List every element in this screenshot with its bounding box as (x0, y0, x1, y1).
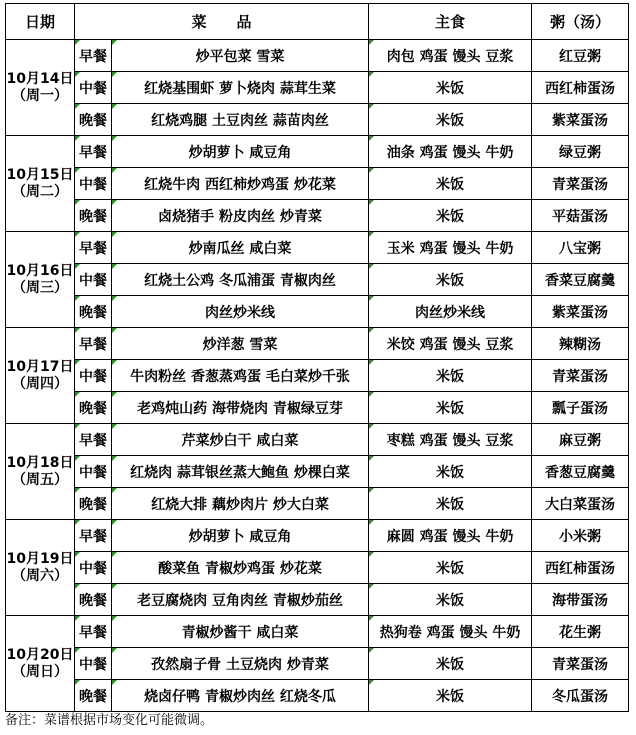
weekday-label: （周一） (12, 87, 68, 104)
soup-cell: 西红柿蛋汤 (532, 552, 629, 584)
soup-cell: 紫菜蛋汤 (532, 104, 629, 136)
meal-type-cell: 晚餐 (75, 200, 112, 232)
table-row (6, 424, 629, 456)
dishes-cell: 青椒炒酱干 咸白菜 (112, 616, 369, 648)
date-label: 10月18日 (6, 454, 74, 471)
meal-type-cell: 晚餐 (75, 392, 112, 424)
weekday-label: （周二） (12, 183, 68, 200)
soup-cell: 花生粥 (532, 616, 629, 648)
soup-cell: 小米粥 (532, 520, 629, 552)
soup-cell: 青菜蛋汤 (532, 360, 629, 392)
soup-cell: 绿豆粥 (532, 136, 629, 168)
table-row (6, 328, 629, 360)
table-row (6, 552, 629, 584)
meal-type-cell: 早餐 (75, 328, 112, 360)
meal-type-cell: 中餐 (75, 264, 112, 296)
weekday-label: （周日） (12, 663, 68, 680)
staple-cell: 米饭 (369, 104, 532, 136)
dishes-cell: 肉丝炒米线 (112, 296, 369, 328)
meal-type-cell: 晚餐 (75, 104, 112, 136)
soup-cell: 平菇蛋汤 (532, 200, 629, 232)
staple-cell: 米饭 (369, 392, 532, 424)
table-row (6, 296, 629, 328)
date-label: 10月14日 (6, 70, 74, 87)
table-row (6, 136, 629, 168)
header-row (6, 4, 629, 40)
staple-cell: 米饭 (369, 552, 532, 584)
header-dishes: 菜 品 (75, 4, 369, 40)
table-row (6, 168, 629, 200)
dishes-cell: 老鸡炖山药 海带烧肉 青椒绿豆芽 (112, 392, 369, 424)
dishes-cell: 红烧肉 蒜茸银丝蒸大鲍鱼 炒棵白菜 (112, 456, 369, 488)
soup-cell: 红豆粥 (532, 40, 629, 72)
header-soup: 粥（汤） (532, 4, 629, 40)
dishes-cell: 炒胡萝卜 咸豆角 (112, 136, 369, 168)
soup-cell: 辣糊汤 (532, 328, 629, 360)
meal-type-cell: 早餐 (75, 520, 112, 552)
date-label: 10月19日 (6, 550, 74, 567)
date-cell (6, 616, 75, 712)
date-label: 10月16日 (6, 262, 74, 279)
dishes-cell: 牛肉粉丝 香葱蒸鸡蛋 毛白菜炒千张 (112, 360, 369, 392)
dishes-cell: 炒南瓜丝 咸白菜 (112, 232, 369, 264)
staple-cell: 米饭 (369, 488, 532, 520)
footnote: 备注：菜谱根据市场变化可能微调。 (5, 713, 214, 728)
weekly-menu-table (5, 3, 629, 712)
meal-type-cell: 中餐 (75, 168, 112, 200)
soup-cell: 香菜豆腐羹 (532, 264, 629, 296)
dishes-cell: 烧卤仔鸭 青椒炒肉丝 红烧冬瓜 (112, 680, 369, 712)
meal-type-cell: 中餐 (75, 360, 112, 392)
table-row (6, 392, 629, 424)
staple-cell: 肉包 鸡蛋 馒头 豆浆 (369, 40, 532, 72)
soup-cell: 青菜蛋汤 (532, 168, 629, 200)
staple-cell: 油条 鸡蛋 馒头 牛奶 (369, 136, 532, 168)
soup-cell: 香葱豆腐羹 (532, 456, 629, 488)
table-row (6, 680, 629, 712)
soup-cell: 青菜蛋汤 (532, 648, 629, 680)
table-row (6, 200, 629, 232)
meal-type-cell: 晚餐 (75, 488, 112, 520)
date-cell (6, 136, 75, 232)
dishes-cell: 红烧鸡腿 土豆肉丝 蒜苗肉丝 (112, 104, 369, 136)
dishes-cell: 炒平包菜 雪菜 (112, 40, 369, 72)
soup-cell: 八宝粥 (532, 232, 629, 264)
staple-cell: 米饭 (369, 168, 532, 200)
staple-cell: 米饭 (369, 360, 532, 392)
menu-body (6, 40, 629, 712)
menu-sheet (5, 3, 629, 712)
staple-cell: 米饭 (369, 456, 532, 488)
staple-cell: 米饭 (369, 680, 532, 712)
date-label: 10月17日 (6, 358, 74, 375)
meal-type-cell: 早餐 (75, 616, 112, 648)
soup-cell: 紫菜蛋汤 (532, 296, 629, 328)
table-row (6, 456, 629, 488)
table-row (6, 584, 629, 616)
dishes-cell: 炒洋葱 雪菜 (112, 328, 369, 360)
date-cell (6, 424, 75, 520)
date-cell (6, 232, 75, 328)
dishes-cell: 卤烧猪手 粉皮肉丝 炒青菜 (112, 200, 369, 232)
dishes-cell: 孜然扇子骨 土豆烧肉 炒青菜 (112, 648, 369, 680)
weekday-label: （周五） (12, 471, 68, 488)
header-staple: 主食 (369, 4, 532, 40)
meal-type-cell: 早餐 (75, 136, 112, 168)
weekday-label: （周六） (12, 567, 68, 584)
staple-cell: 麻圆 鸡蛋 馒头 牛奶 (369, 520, 532, 552)
staple-cell: 肉丝炒米线 (369, 296, 532, 328)
table-row (6, 264, 629, 296)
dishes-cell: 酸菜鱼 青椒炒鸡蛋 炒花菜 (112, 552, 369, 584)
date-label: 10月15日 (6, 166, 74, 183)
date-cell (6, 520, 75, 616)
soup-cell: 冬瓜蛋汤 (532, 680, 629, 712)
date-label: 10月20日 (6, 646, 74, 663)
staple-cell: 枣糕 鸡蛋 馒头 豆浆 (369, 424, 532, 456)
table-row (6, 104, 629, 136)
soup-cell: 瓢子蛋汤 (532, 392, 629, 424)
table-row (6, 72, 629, 104)
weekday-label: （周四） (12, 375, 68, 392)
staple-cell: 米饭 (369, 264, 532, 296)
meal-type-cell: 中餐 (75, 552, 112, 584)
staple-cell: 米饭 (369, 648, 532, 680)
meal-type-cell: 晚餐 (75, 296, 112, 328)
soup-cell: 麻豆粥 (532, 424, 629, 456)
weekday-label: （周三） (12, 279, 68, 296)
meal-type-cell: 早餐 (75, 40, 112, 72)
dishes-cell: 红烧基围虾 萝卜烧肉 蒜茸生菜 (112, 72, 369, 104)
header-date: 日期 (6, 4, 75, 40)
table-row (6, 488, 629, 520)
table-row (6, 232, 629, 264)
table-row (6, 360, 629, 392)
soup-cell: 海带蛋汤 (532, 584, 629, 616)
meal-type-cell: 早餐 (75, 232, 112, 264)
dishes-cell: 红烧牛肉 西红柿炒鸡蛋 炒花菜 (112, 168, 369, 200)
dishes-cell: 炒胡萝卜 咸豆角 (112, 520, 369, 552)
soup-cell: 大白菜蛋汤 (532, 488, 629, 520)
dishes-cell: 芹菜炒白干 咸白菜 (112, 424, 369, 456)
dishes-cell: 红烧大排 藕炒肉片 炒大白菜 (112, 488, 369, 520)
meal-type-cell: 中餐 (75, 648, 112, 680)
dishes-cell: 红烧土公鸡 冬瓜浦蛋 青椒肉丝 (112, 264, 369, 296)
soup-cell: 西红柿蛋汤 (532, 72, 629, 104)
staple-cell: 热狗卷 鸡蛋 馒头 牛奶 (369, 616, 532, 648)
dishes-cell: 老豆腐烧肉 豆角肉丝 青椒炒茄丝 (112, 584, 369, 616)
staple-cell: 玉米 鸡蛋 馒头 牛奶 (369, 232, 532, 264)
meal-type-cell: 中餐 (75, 72, 112, 104)
staple-cell: 米饭 (369, 200, 532, 232)
table-row (6, 616, 629, 648)
staple-cell: 米饺 鸡蛋 馒头 豆浆 (369, 328, 532, 360)
meal-type-cell: 晚餐 (75, 584, 112, 616)
table-row (6, 520, 629, 552)
date-cell (6, 40, 75, 136)
date-cell (6, 328, 75, 424)
table-row (6, 648, 629, 680)
staple-cell: 米饭 (369, 72, 532, 104)
meal-type-cell: 晚餐 (75, 680, 112, 712)
table-row (6, 40, 629, 72)
meal-type-cell: 中餐 (75, 456, 112, 488)
meal-type-cell: 早餐 (75, 424, 112, 456)
staple-cell: 米饭 (369, 584, 532, 616)
